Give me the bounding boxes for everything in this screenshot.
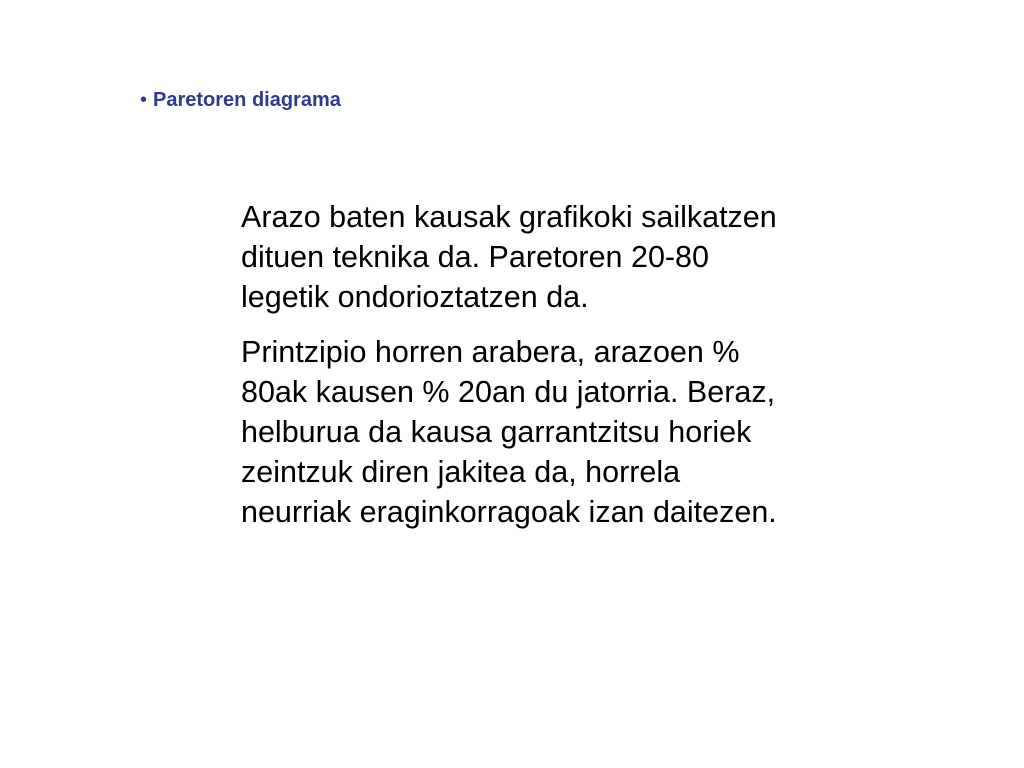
slide-body [241,197,881,532]
paragraph-line: Arazo baten kausak grafikoki sailkatzen [241,200,777,234]
paragraph-principle [241,332,881,532]
heading-text: Paretoren diagrama [153,89,341,111]
paragraph-line: neurriak eraginkorragoak izan daitezen. [241,495,777,529]
paragraph-line: 80ak kausen % 20an du jatorria. Beraz, [241,375,776,409]
paragraph-line: legetik ondorioztatzen da. [241,280,589,314]
paragraph-line: Printzipio horren arabera, arazoen % [241,335,740,369]
heading-bullet: • [140,89,148,111]
paragraph-line: helburua da kausa garrantzitsu horiek [241,415,752,449]
paragraph-definition [241,197,881,317]
paragraph-line: dituen teknika da. Paretoren 20-80 [241,240,709,274]
slide-heading [140,86,341,114]
paragraph-line: zeintzuk diren jakitea da, horrela [241,455,681,489]
